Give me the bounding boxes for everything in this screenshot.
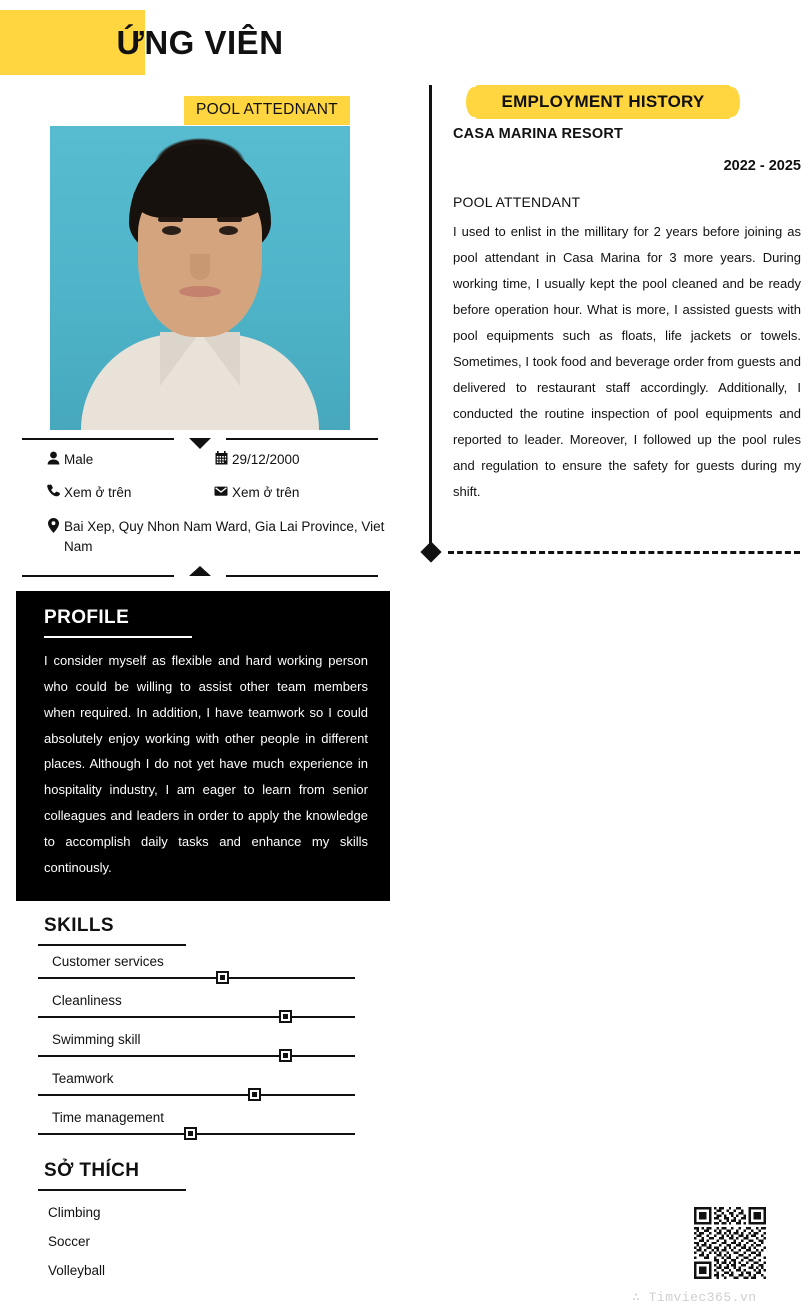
skill-slider-track[interactable] xyxy=(38,977,355,979)
hobby-item: Volleyball xyxy=(48,1263,106,1278)
contact-gender xyxy=(42,450,210,470)
contact-email xyxy=(210,483,392,503)
skill-slider-track[interactable] xyxy=(38,1055,355,1057)
page-title: ỨNG VIÊN xyxy=(116,23,284,61)
contact-birthdate xyxy=(210,450,392,470)
skill-label: Customer services xyxy=(52,954,164,969)
contact-address-value: Bai Xep, Quy Nhon Nam Ward, Gia Lai Province, Viet Nam xyxy=(64,518,385,554)
contact-phone xyxy=(42,483,210,503)
employment-entry xyxy=(453,126,801,505)
skill-slider-knob[interactable] xyxy=(216,971,229,984)
skill-slider-knob[interactable] xyxy=(248,1088,261,1101)
hobbies-list xyxy=(16,1205,390,1278)
skill-knob-center xyxy=(283,1014,288,1019)
skill-item xyxy=(16,1110,390,1135)
divider-line-left xyxy=(22,575,174,577)
contact-divider-top xyxy=(22,431,378,447)
timeline-dashed-divider xyxy=(448,551,800,554)
skill-slider-track[interactable] xyxy=(38,1016,355,1018)
contact-row xyxy=(42,517,392,558)
calendar-icon xyxy=(210,450,232,465)
skill-label: Time management xyxy=(52,1110,165,1125)
photo-fringe xyxy=(133,172,267,218)
contact-row xyxy=(42,450,392,470)
skill-slider-knob[interactable] xyxy=(279,1049,292,1062)
employment-role: POOL ATTENDANT xyxy=(453,194,581,210)
contact-address xyxy=(42,517,392,558)
skills-list xyxy=(16,954,390,1135)
contact-gender-value: Male xyxy=(64,452,94,467)
hobby-item: Soccer xyxy=(48,1234,91,1249)
hobby-item: Climbing xyxy=(48,1205,101,1220)
contact-phone-value: Xem ở trên xyxy=(64,485,132,501)
contact-row xyxy=(42,483,392,503)
skill-item xyxy=(16,954,390,979)
right-column xyxy=(415,0,811,1313)
skill-slider-knob[interactable] xyxy=(279,1010,292,1023)
skill-item xyxy=(16,993,390,1018)
photo-nose xyxy=(190,254,210,280)
employer-name: CASA MARINA RESORT xyxy=(453,126,624,142)
phone-icon xyxy=(42,483,64,498)
profile-title-rule xyxy=(44,636,192,638)
contact-birthdate-value: 29/12/2000 xyxy=(232,452,300,467)
employment-dates: 2022 - 2025 xyxy=(723,158,801,174)
skill-knob-center xyxy=(252,1092,257,1097)
brand-watermark: ∴ Timviec365.vn xyxy=(632,1290,757,1305)
hobbies-title: SỞ THÍCH xyxy=(44,1160,140,1181)
profile-section xyxy=(16,591,390,901)
candidate-photo xyxy=(50,126,350,430)
photo-collar-right xyxy=(200,332,240,386)
contact-email-value: Xem ở trên xyxy=(232,485,300,501)
skills-title-rule xyxy=(38,944,186,946)
divider-line-right xyxy=(226,575,378,577)
contact-info xyxy=(42,450,392,570)
skill-knob-center xyxy=(220,975,225,980)
contact-divider-bottom xyxy=(22,568,378,584)
hobbies-section xyxy=(16,1160,390,1278)
profile-text: I consider myself as flexible and hard working person who could be willing to assist other team members when required. In addition, I have teamwork so I could absolutely enjoy working with other people in different places. Although I do not yet have much experience in hospitality industry, I am eager to learn from senior colleagues and leaders in order to apply the knowledge to accomplish daily tasks and enhance my skills continously. xyxy=(44,653,368,875)
qr-code xyxy=(694,1207,766,1279)
person-icon xyxy=(42,450,64,465)
photo-collar-left xyxy=(160,332,200,386)
skill-slider-track[interactable] xyxy=(38,1133,355,1135)
triangle-down-icon xyxy=(189,438,211,449)
photo-eyebrow-right xyxy=(217,217,242,222)
employment-history-title: EMPLOYMENT HISTORY xyxy=(501,92,705,111)
skills-title: SKILLS xyxy=(44,915,114,936)
divider-line-left xyxy=(22,438,174,440)
envelope-icon xyxy=(210,483,232,498)
location-pin-icon xyxy=(42,517,64,533)
skills-section xyxy=(16,915,390,1149)
skill-label: Cleanliness xyxy=(52,993,122,1008)
skill-slider-knob[interactable] xyxy=(184,1127,197,1140)
triangle-up-icon xyxy=(189,566,211,576)
skill-label: Teamwork xyxy=(52,1071,114,1086)
skill-knob-center xyxy=(188,1131,193,1136)
divider-line-right xyxy=(226,438,378,440)
timeline-diamond-marker xyxy=(420,541,441,562)
skill-item xyxy=(16,1032,390,1057)
photo-mouth xyxy=(179,286,221,297)
skill-item xyxy=(16,1071,390,1096)
job-title-badge: POOL ATTEDNANT xyxy=(184,96,350,125)
skill-label: Swimming skill xyxy=(52,1032,141,1047)
skill-slider-track[interactable] xyxy=(38,1094,355,1096)
hobbies-title-rule xyxy=(38,1189,186,1191)
timeline-bar xyxy=(429,85,432,553)
employment-history-heading xyxy=(475,85,731,119)
skill-knob-center xyxy=(283,1053,288,1058)
employment-description: I used to enlist in the millitary for 2 years before joining as pool attendant in Casa Marina for 3 more years. During working time, I usually kept the pool cleaned and be ready before operation hour. What is more, I assisted guests with pool equipments such as floats, life jackets or towels. Sometimes, I took food and beverage order from guests and delivered to restaurant staff accordingly. Additionally, I conducted the routine inspection of pool equipments and reported to leader. Moreover, I followed up the pool rules and regulation to ensure the safety for guests during my shift. xyxy=(453,224,801,499)
profile-title: PROFILE xyxy=(44,607,130,628)
photo-eyebrow-left xyxy=(158,217,183,222)
